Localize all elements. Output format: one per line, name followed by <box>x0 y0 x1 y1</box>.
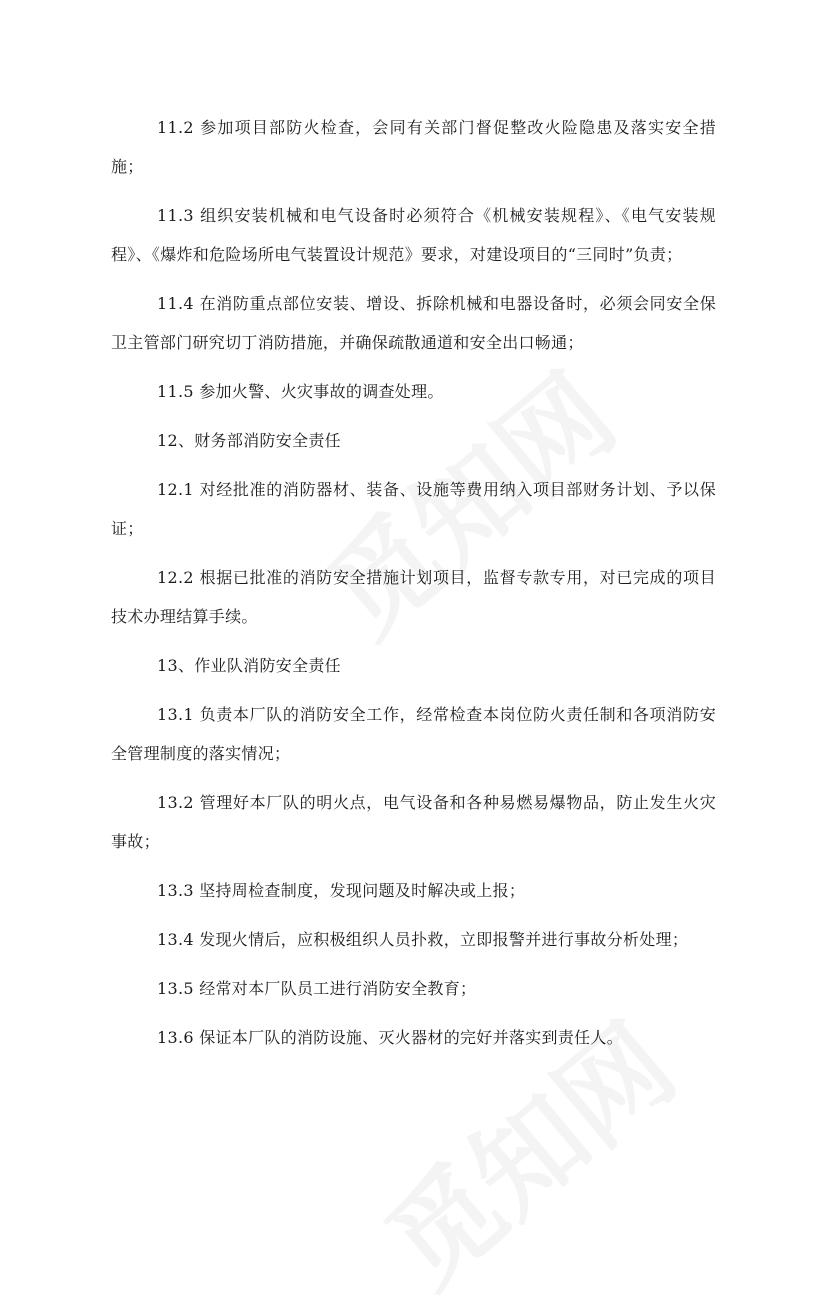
paragraph-11-3: 11.3 组织安装机械和电气设备时必须符合《机械安装规程》、《电气安装规程》、《爆炸和危险场所电气装置设计规范》要求，对建设项目的“三同时”负责； <box>111 206 716 264</box>
paragraph-13-2: 13.2 管理好本厂队的明火点，电气设备和各种易燃易爆物品，防止发生火灾事故； <box>111 793 716 851</box>
section-heading-13: 13、作业队消防安全责任 <box>157 656 341 675</box>
paragraph-12-1: 12.1 对经批准的消防器材、装备、设施等费用纳入项目部财务计划、予以保证； <box>111 480 716 538</box>
document-body <box>111 108 716 1067</box>
paragraph-11-5: 11.5 参加火警、火灾事故的调查处理。 <box>157 382 444 401</box>
paragraph-11-4: 11.4 在消防重点部位安装、增设、拆除机械和电器设备时，必须会同安全保卫主管部门研究切丁消防措施，并确保疏散通道和安全出口畅通； <box>111 294 716 352</box>
paragraph-13-5: 13.5 经常对本厂队员工进行消防安全教育； <box>157 979 477 998</box>
paragraph-13-4: 13.4 发现火情后，应积极组织人员扑救，立即报警并进行事故分析处理； <box>157 930 689 949</box>
paragraph-13-3: 13.3 坚持周检查制度，发现问题及时解决或上报； <box>157 881 526 900</box>
section-heading-12: 12、财务部消防安全责任 <box>157 431 341 450</box>
paragraph-13-6: 13.6 保证本厂队的消防设施、灭火器材的完好并落实到责任人。 <box>157 1028 624 1047</box>
paragraph-11-2: 11.2 参加项目部防火检查，会同有关部门督促整改火险隐患及落实安全措施； <box>111 118 716 176</box>
paragraph-13-1: 13.1 负责本厂队的消防安全工作，经常检查本岗位防火责任制和各项消防安全管理制度的落实情况； <box>111 705 716 763</box>
paragraph-12-2: 12.2 根据已批准的消防安全措施计划项目，监督专款专用，对已完成的项目技术办理结算手续。 <box>111 568 716 626</box>
